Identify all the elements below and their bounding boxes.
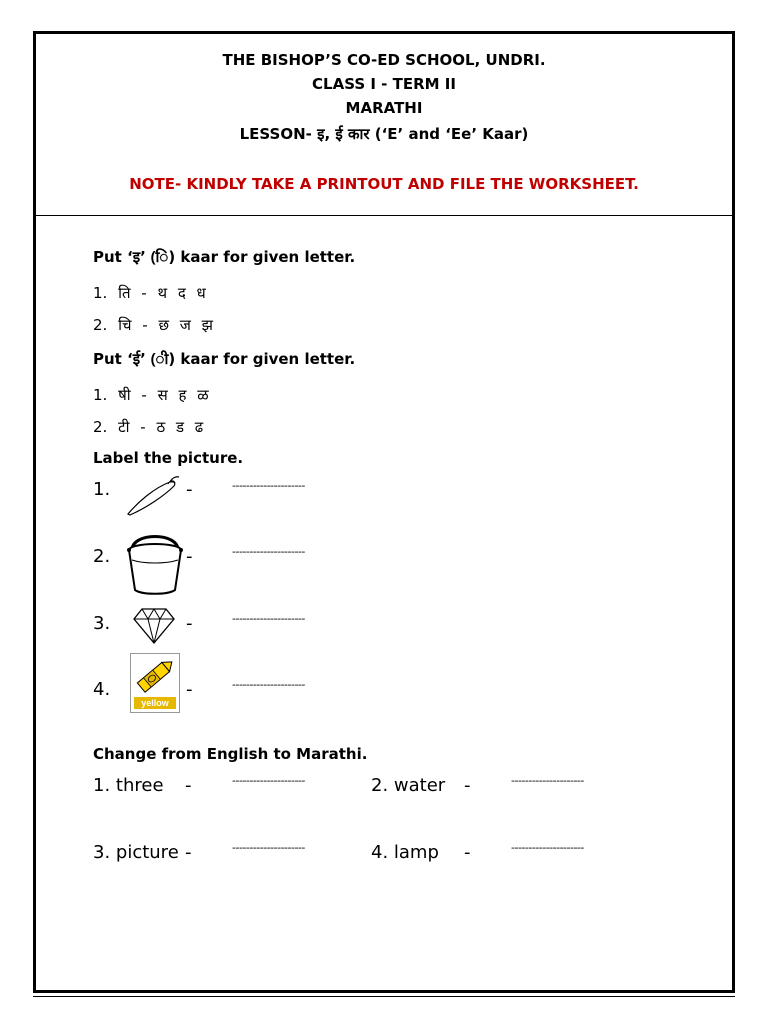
ii-kaar-heading: Put ‘ई’ (ी) kaar for given letter. <box>93 350 356 368</box>
answer-blank: --------------------- <box>232 841 305 854</box>
label-item-dash: - <box>186 613 193 634</box>
translate-item-dash: - <box>464 775 471 796</box>
bucket-icon <box>124 526 186 596</box>
answer-blank: --------------------- <box>232 612 305 625</box>
label-item-number: 4. <box>93 679 111 700</box>
translate-item-dash: - <box>185 775 192 796</box>
note-text: NOTE- KINDLY TAKE A PRINTOUT AND FILE THE WORKSHEET. <box>129 175 639 193</box>
i-kaar-item: 2. चि - छ ज झ <box>93 316 213 334</box>
translate-item-label: 4. lamp <box>371 842 439 863</box>
class-term: CLASS I - TERM II <box>312 75 456 93</box>
translate-item-dash: - <box>464 842 471 863</box>
i-kaar-item: 1. ति - थ द ध <box>93 284 206 302</box>
ii-kaar-item: 1. षी - स ह ळ <box>93 386 209 404</box>
answer-blank: --------------------- <box>232 678 305 691</box>
i-kaar-heading: Put ‘इ’ (ि) kaar for given letter. <box>93 248 356 266</box>
label-picture-heading: Label the picture. <box>93 449 244 467</box>
label-item-number: 2. <box>93 546 111 567</box>
label-item-dash: - <box>186 679 193 700</box>
translate-item-dash: - <box>185 842 192 863</box>
label-item-number: 1. <box>93 479 111 500</box>
translate-heading: Change from English to Marathi. <box>93 745 368 763</box>
school-name: THE BISHOP’S CO-ED SCHOOL, UNDRI. <box>222 51 546 69</box>
crayon-label: yellow <box>134 697 176 709</box>
chilli-icon <box>124 474 182 516</box>
answer-blank: --------------------- <box>511 841 584 854</box>
translate-item-label: 3. picture <box>93 842 179 863</box>
translate-item-label: 2. water <box>371 775 446 796</box>
answer-blank: --------------------- <box>232 774 305 787</box>
ii-kaar-item: 2. टी - ठ ड ढ <box>93 418 204 436</box>
answer-blank: --------------------- <box>232 479 305 492</box>
label-item-dash: - <box>186 546 193 567</box>
answer-blank: --------------------- <box>511 774 584 787</box>
bottom-rule <box>33 996 735 997</box>
crayon-icon <box>130 653 180 713</box>
diamond-icon <box>132 607 176 645</box>
translate-item-label: 1. three <box>93 775 164 796</box>
label-item-dash: - <box>186 479 193 500</box>
label-item-number: 3. <box>93 613 111 634</box>
subject-title: MARATHI <box>345 99 423 117</box>
answer-blank: --------------------- <box>232 545 305 558</box>
section-divider <box>36 215 732 216</box>
lesson-title: LESSON- इ, ई कार (‘E’ and ‘Ee’ Kaar) <box>239 125 529 143</box>
